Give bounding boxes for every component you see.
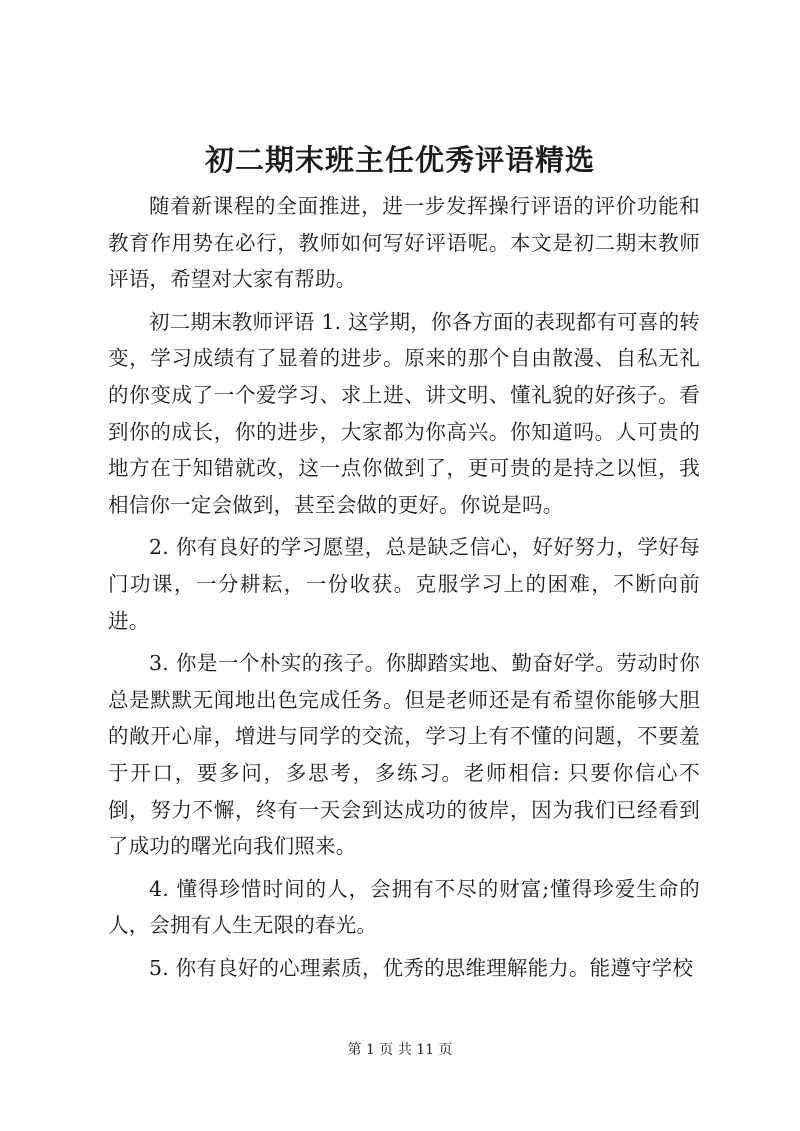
paragraph-comment-2: 2. 你有良好的学习愿望，总是缺乏信心，好好努力，学好每门功课，一分耕耘，一份收获。克服学习上的困难，不断向前进。 <box>108 535 700 633</box>
paragraph-intro: 随着新课程的全面推进，进一步发挥操行评语的评价功能和教育作用势在必行，教师如何写好评语呢。本文是初二期末教师评语，希望对大家有帮助。 <box>108 194 700 292</box>
document-title: 初二期末班主任优秀评语精选 <box>204 143 595 177</box>
paragraph-comment-1: 初二期末教师评语 1. 这学期，你各方面的表现都有可喜的转变，学习成绩有了显着的进步。原来的那个自由散漫、自私无礼的你变成了一个爱学习、求上进、讲文明、懂礼貌的好孩子。看到你的成长，你的进步，大家都为你高兴。你知道吗。人可贵的地方在于知错就改，这一点你做到了，更可贵的是持之以恒，我相信你一定会做到，甚至会做的更好。你说是吗。 <box>108 309 700 517</box>
paragraph-comment-5: 5. 你有良好的心理素质，优秀的思维理解能力。能遵守学校 <box>149 955 694 980</box>
paragraph-comment-3: 3. 你是一个朴实的孩子。你脚踏实地、勤奋好学。劳动时你总是默默无闻地出色完成任务。但是老师还是有希望你能够大胆的敞开心扉，增进与同学的交流，学习上有不懂的问题，不要羞于开口，要多问，多思考，多练习。老师相信: 只要你信心不倒，努力不懈，终有一天会到达成功的彼岸，因为我们已经看到了成功的曙光向我们照来。 <box>108 651 700 859</box>
page-number-footer: 第 1 页 共 11 页 <box>347 1042 453 1058</box>
document-body <box>108 188 700 992</box>
paragraph-comment-4: 4. 懂得珍惜时间的人，会拥有不尽的财富;懂得珍爱生命的人，会拥有人生无限的春光。 <box>108 876 700 938</box>
